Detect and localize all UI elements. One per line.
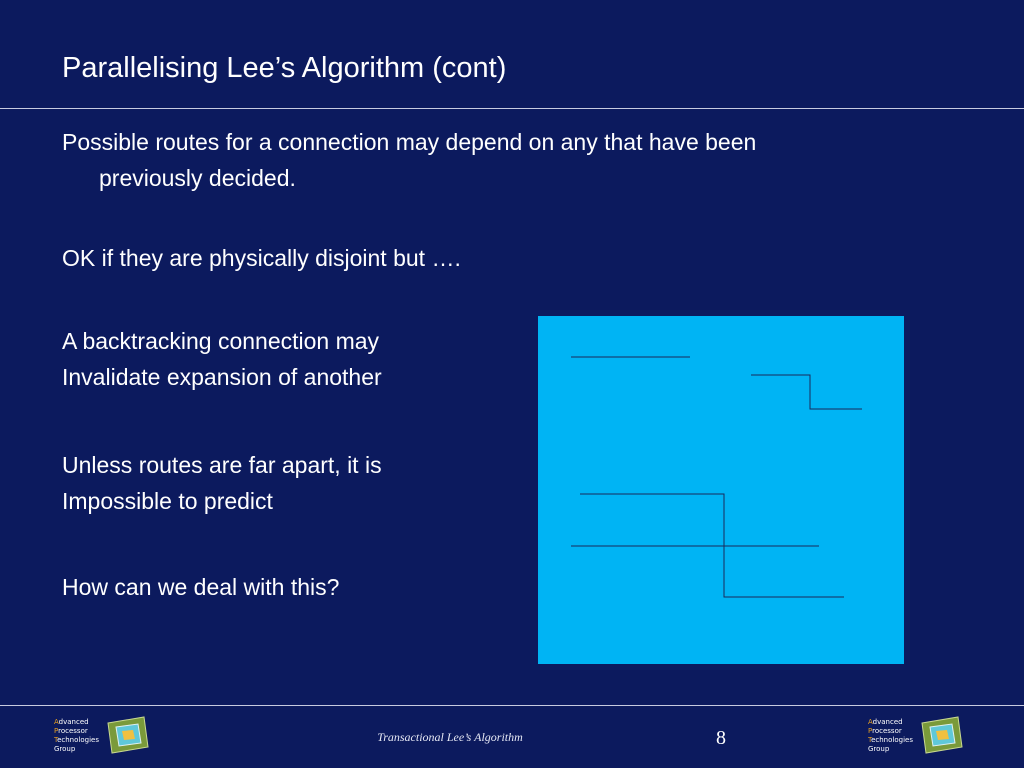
title-divider [0,108,1024,109]
paragraph-line: previously decided. [99,165,296,191]
paragraph-disjoint [62,240,461,276]
paragraph-line: How can we deal with this? [62,574,340,600]
chip-logo-icon [104,715,150,755]
apt-logo [868,712,988,762]
paragraph-line: Unless routes are far apart, it is [62,452,382,478]
routing-diagram [538,316,904,664]
paragraph-line: OK if they are physically disjoint but …. [62,245,461,271]
apt-logo [54,712,174,762]
paragraph-line: Invalidate expansion of another [62,364,382,390]
paragraph-line: A backtracking connection may [62,328,380,354]
slide-title: Parallelising Lee’s Algorithm (cont) [62,52,507,84]
chip-logo-icon [918,715,964,755]
footer-title: Transactional Lee’s Algorithm [377,730,523,744]
logo-wordmark: Advanced Processor Technologies Group [54,718,99,753]
paragraph-far-apart [62,447,382,519]
diagram-background [538,316,904,664]
page-number: 8 [716,727,726,749]
paragraph-question [62,569,339,605]
logo-wordmark: Advanced Processor Technologies Group [868,718,913,753]
footer-divider [0,705,1024,706]
paragraph-line: Impossible to predict [62,488,273,514]
paragraph-previously-decided [62,124,756,196]
paragraph-backtracking [62,323,382,395]
paragraph-line: Possible routes for a connection may depend on any that have been [62,129,757,155]
